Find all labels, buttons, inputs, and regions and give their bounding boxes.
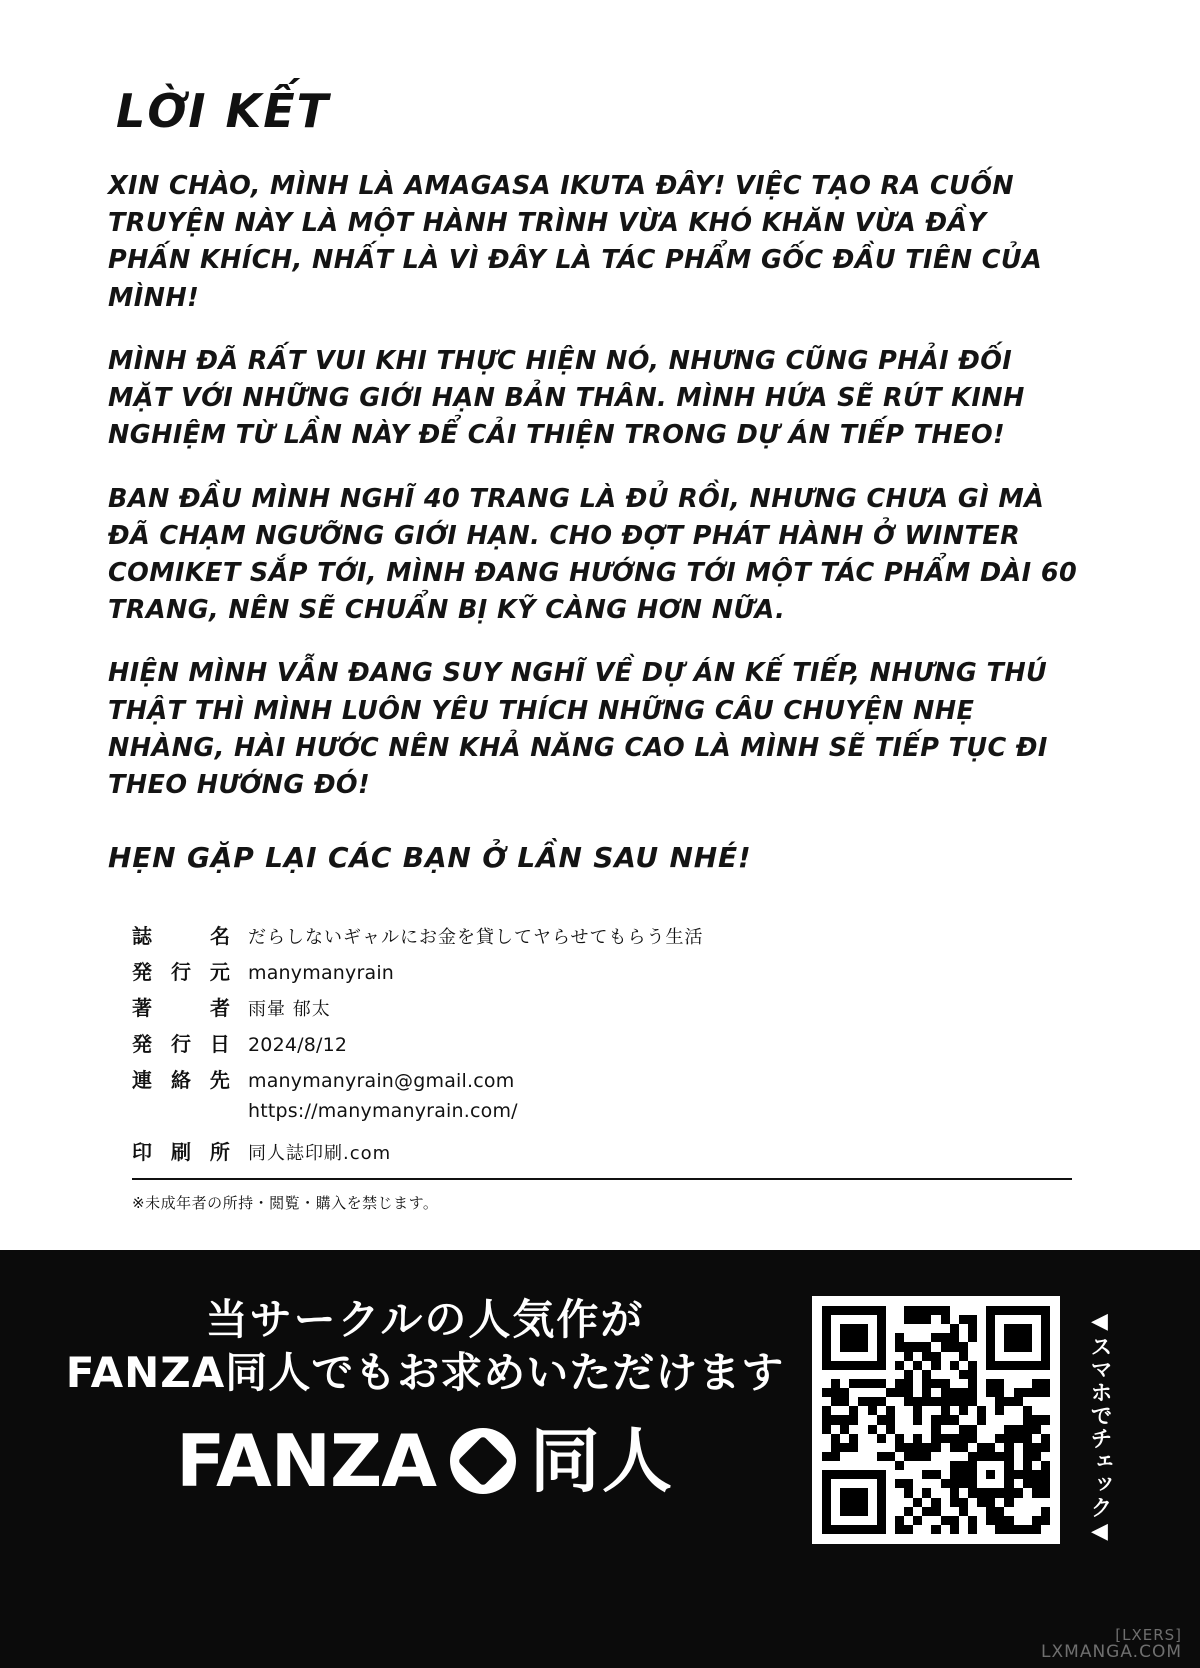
watermark bbox=[1041, 1627, 1182, 1662]
fanza-logo-mark-icon bbox=[450, 1428, 516, 1494]
afterword-closing: HẸN GẶP LẠI CÁC BẠN Ở LẦN SAU NHÉ! bbox=[108, 841, 752, 875]
colophon-row bbox=[132, 956, 1072, 985]
colophon-label-publisher: 発 行 元 bbox=[132, 960, 236, 984]
colophon-row bbox=[132, 1136, 1072, 1165]
age-notice: ※未成年者の所持・閲覧・購入を禁じます。 bbox=[132, 1194, 439, 1212]
banner-headline-line2: FANZA同人でもお求めいただけます bbox=[65, 1347, 785, 1397]
colophon-label-title: 誌 名 bbox=[132, 924, 236, 948]
colophon-row bbox=[132, 1100, 1072, 1129]
page-title: LỜI KẾT bbox=[116, 84, 330, 138]
colophon-section bbox=[132, 920, 1072, 1213]
colophon-label-author: 著 者 bbox=[132, 996, 236, 1020]
qr-caption: ◀スマホでチェック◀ bbox=[1087, 1309, 1112, 1545]
banner-text-block bbox=[60, 1294, 790, 1503]
colophon-value-contact-url[interactable]: https://manymanyrain.com/ bbox=[248, 1100, 518, 1122]
colophon-label-contact: 連 絡 先 bbox=[132, 1068, 236, 1092]
colophon-value-author: 雨暈 郁太 bbox=[248, 999, 331, 1020]
qr-code-icon[interactable] bbox=[822, 1306, 1050, 1534]
watermark-line1: [LXERS] bbox=[1115, 1625, 1182, 1644]
fanza-logo-text: FANZA bbox=[176, 1419, 436, 1503]
afterword-paragraph-2: MÌNH ĐÃ RẤT VUI KHI THỰC HIỆN NÓ, NHƯNG CŨNG PHẢI ĐỐI MẶT VỚI NHỮNG GIỚI HẠN BẢN THÂN. MÌNH HỨA SẼ RÚT KINH NGHIỆM TỪ LẦN NÀY ĐỂ CẢI THIỆN TRONG DỰ ÁN TIẾP THEO! bbox=[108, 345, 1025, 451]
fanza-logo-doujin-text: 同人 bbox=[529, 1420, 674, 1502]
fanza-logo bbox=[60, 1419, 790, 1503]
colophon-label-date: 発 行 日 bbox=[132, 1032, 236, 1056]
colophon-value-title: だらしないギャルにお金を貸してヤらせてもらう生活 bbox=[248, 927, 704, 948]
afterword-section bbox=[108, 84, 1078, 905]
afterword-paragraph-4: HIỆN MÌNH VẪN ĐANG SUY NGHĨ VỀ DỰ ÁN KẾ TIẾP, NHƯNG THÚ THẬT THÌ MÌNH LUÔN YÊU THÍCH NHỮNG CÂU CHUYỆN NHẸ NHÀNG, HÀI HƯỚC NÊN KHẢ NĂNG CAO LÀ MÌNH SẼ TIẾP TỤC ĐI THEO HƯỚNG ĐÓ! bbox=[108, 658, 1048, 801]
banner-headline-line1: 当サークルの人気作が bbox=[205, 1295, 645, 1344]
colophon-value-date: 2024/8/12 bbox=[248, 1034, 348, 1056]
watermark-line2: LXMANGA.COM bbox=[1041, 1642, 1182, 1663]
afterword-paragraph-3: BAN ĐẦU MÌNH NGHĨ 40 TRANG LÀ ĐỦ RỒI, NHƯNG CHƯA GÌ MÀ ĐÃ CHẠM NGƯỠNG GIỚI HẠN. CHO ĐỢT PHÁT HÀNH Ở WINTER COMIKET SẮP TỚI, MÌNH ĐANG HƯỚNG TỚI MỘT TÁC PHẨM DÀI 60 TRANG, NÊN SẼ CHUẨN BỊ KỸ CÀNG HƠN NỮA. bbox=[108, 483, 1078, 626]
afterword-paragraph-1: XIN CHÀO, MÌNH LÀ AMAGASA IKUTA ĐÂY! VIỆC TẠO RA CUỐN TRUYỆN NÀY LÀ MỘT HÀNH TRÌNH VỪA KHÓ KHĂN VỪA ĐẦY PHẤN KHÍCH, NHẤT LÀ VÌ ĐÂY LÀ TÁC PHẨM GỐC ĐẦU TIÊN CỦA MÌNH! bbox=[108, 171, 1043, 313]
colophon-value-publisher: manymanyrain bbox=[248, 962, 395, 984]
colophon-row bbox=[132, 920, 1072, 949]
colophon-label-printer: 印 刷 所 bbox=[132, 1140, 236, 1164]
colophon-row bbox=[132, 1064, 1072, 1093]
colophon-row bbox=[132, 1028, 1072, 1057]
colophon-value-contact-email: manymanyrain@gmail.com bbox=[248, 1070, 515, 1092]
colophon-divider bbox=[132, 1178, 1072, 1180]
fanza-ad-banner[interactable] bbox=[0, 1250, 1200, 1668]
colophon-value-printer: 同人誌印刷.com bbox=[248, 1143, 392, 1164]
qr-code-container[interactable] bbox=[812, 1296, 1060, 1544]
colophon-row bbox=[132, 992, 1072, 1021]
